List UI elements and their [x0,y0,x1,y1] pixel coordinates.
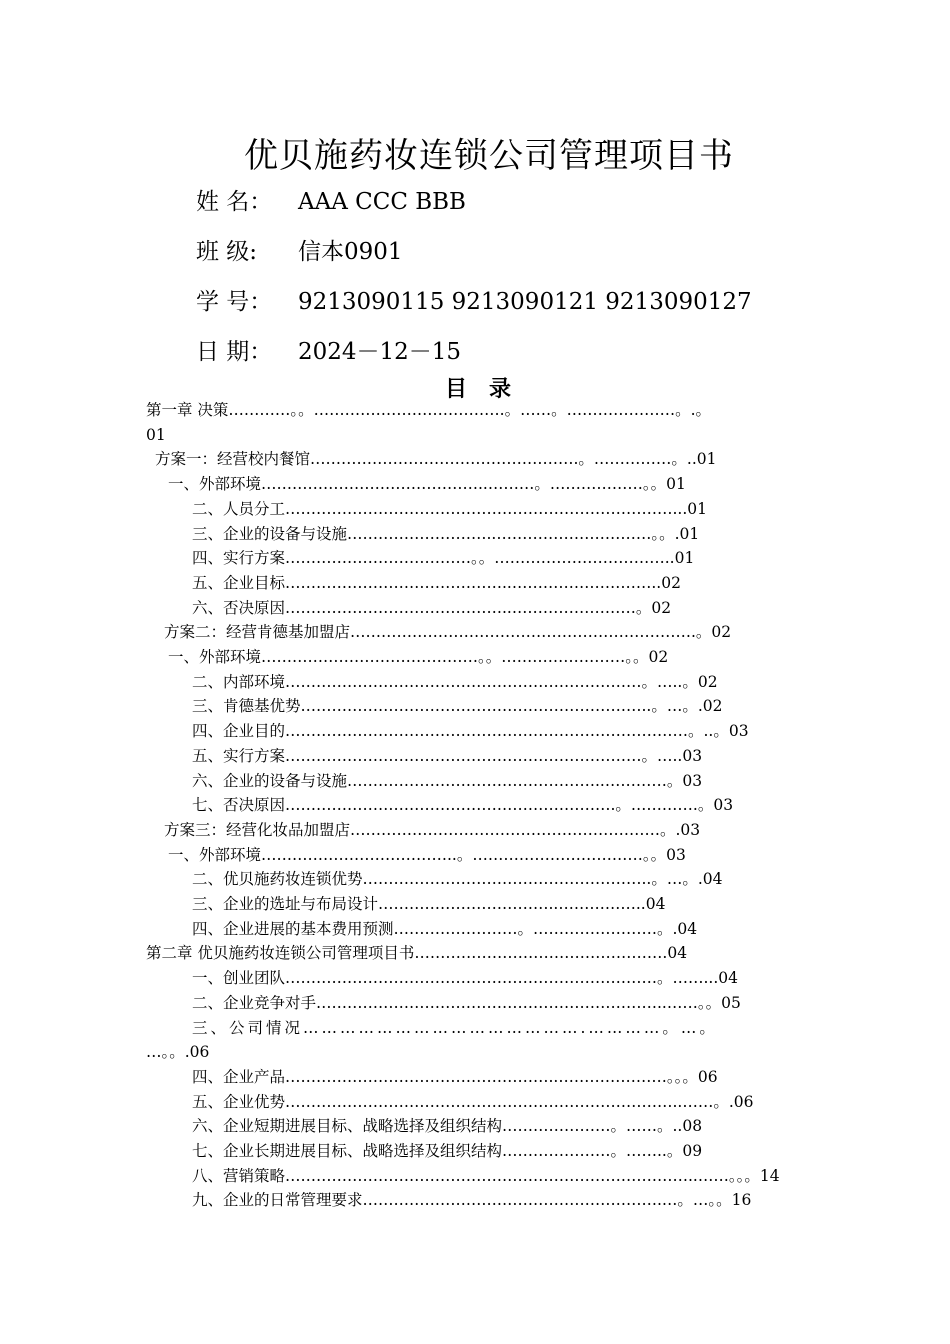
toc-entry[interactable]: 二、优贝施药妆连锁优势………………………………………………..。…。.04 [192,870,723,889]
info-class-row [196,233,403,266]
toc-entry[interactable]: 四、企业进展的基本费用预测……………………。……………………。.04 [192,919,698,938]
toc-entry[interactable]: 二、企业竞争对手…………………………………………………………..……。。05 [192,993,741,1012]
info-label: 日 期： [196,339,273,365]
toc-heading: 目录 [444,376,533,402]
toc-entry[interactable]: 三、企业的选址与布局设计……………………………..……………..04 [192,895,666,913]
toc-entry[interactable]: 五、企业目标……………………………………..………………………..02 [192,573,681,592]
toc-entry[interactable]: 六、否决原因……………………………………..……………………。02 [192,598,672,617]
toc-entry[interactable]: 一、外部环境………………………………..。……………………………。。03 [168,845,686,864]
toc-entry[interactable]: 三、公司情况……………………………………….…………。…。 [192,1018,718,1037]
toc-entry[interactable]: 六、企业短期进展目标、战略选择及组织结构…………………。……。..08 [192,1117,703,1136]
toc-entry[interactable]: 三、肯德基优势…………………………………………………………..。…。.02 [192,697,723,716]
toc-entry[interactable]: 二、人员分工…………………………………………………………………...01 [192,499,708,518]
info-value: AAA CCC BBB [298,189,466,215]
toc-entry[interactable]: 三、企业的设备与设施………………………..…………………………。。.01 [192,524,700,543]
info-label: 学 号： [196,289,273,315]
info-name-row [196,183,466,216]
toc-entry[interactable]: 五、企业优势…………………………………………………………………..……。.06 [192,1092,754,1111]
info-value: 9213090115 9213090121 9213090127 [298,289,752,315]
toc-entry[interactable]: 六、企业的设备与设施…………………………………………..…………。03 [192,771,703,790]
toc-entry[interactable]: 方案三：经营化妆品加盟店……………………………………………………。.03 [164,820,701,839]
document-title: 优贝施药妆连锁公司管理项目书 [244,136,734,176]
toc-entry[interactable]: 方案二：经营肯德基加盟店………………………………………………………….。02 [164,623,732,642]
toc-entry[interactable]: 一、外部环境……………………………………..………。………………。。01 [168,475,686,494]
toc-entry[interactable]: 一、外部环境……………………………………。。……………………。。02 [168,648,669,666]
toc-entry[interactable]: 四、实行方案………………………………。。……………………………..01 [192,549,695,568]
info-label: 姓 名： [196,189,273,215]
toc-entry[interactable]: 七、企业长期进展目标、战略选择及组织结构…………………。……..。09 [192,1142,703,1160]
toc-entry[interactable]: 第二章 优贝施药妆连锁公司管理项目书………………………………………….04 [146,944,688,963]
toc-entry[interactable]: 第一章 决策…………。。……………………………….。……。…………………。.。 [146,401,712,419]
toc-entry[interactable]: 七、否决原因……………………………………………………….。………….。03 [192,796,734,815]
toc-entry[interactable]: …。。.06 [146,1043,210,1062]
toc-entry[interactable]: 二、内部环境……………………………………………………………。…..。02 [192,672,718,691]
info-value: 2024－12－15 [298,339,462,365]
toc-entry[interactable]: 01 [146,425,166,444]
toc-entry[interactable]: 一、创业团队………………………………………………………………。……...04 [192,969,739,988]
info-id-row [196,283,752,316]
info-label: 班 级: [196,239,258,265]
info-date-row [196,333,461,366]
toc-entry[interactable]: 四、企业目的……………………………………………………………………。..。03 [192,722,749,741]
info-value: 信本0901 [298,239,403,265]
toc-entry[interactable]: 五、实行方案……………………………………………………………。…..03 [192,746,703,765]
toc-entry[interactable]: 九、企业的日常管理要求………………………………………………….…。…。。16 [192,1191,752,1210]
toc-entry[interactable]: 八、营销策略……………………………………………………………………..……。。。14 [192,1166,780,1185]
toc-entry[interactable]: 四、企业产品……………………………………………..…………………。。。06 [192,1067,718,1086]
toc-entry[interactable]: 方案一：经营校内餐馆…………………………………………….。……………。..01 [155,450,717,469]
